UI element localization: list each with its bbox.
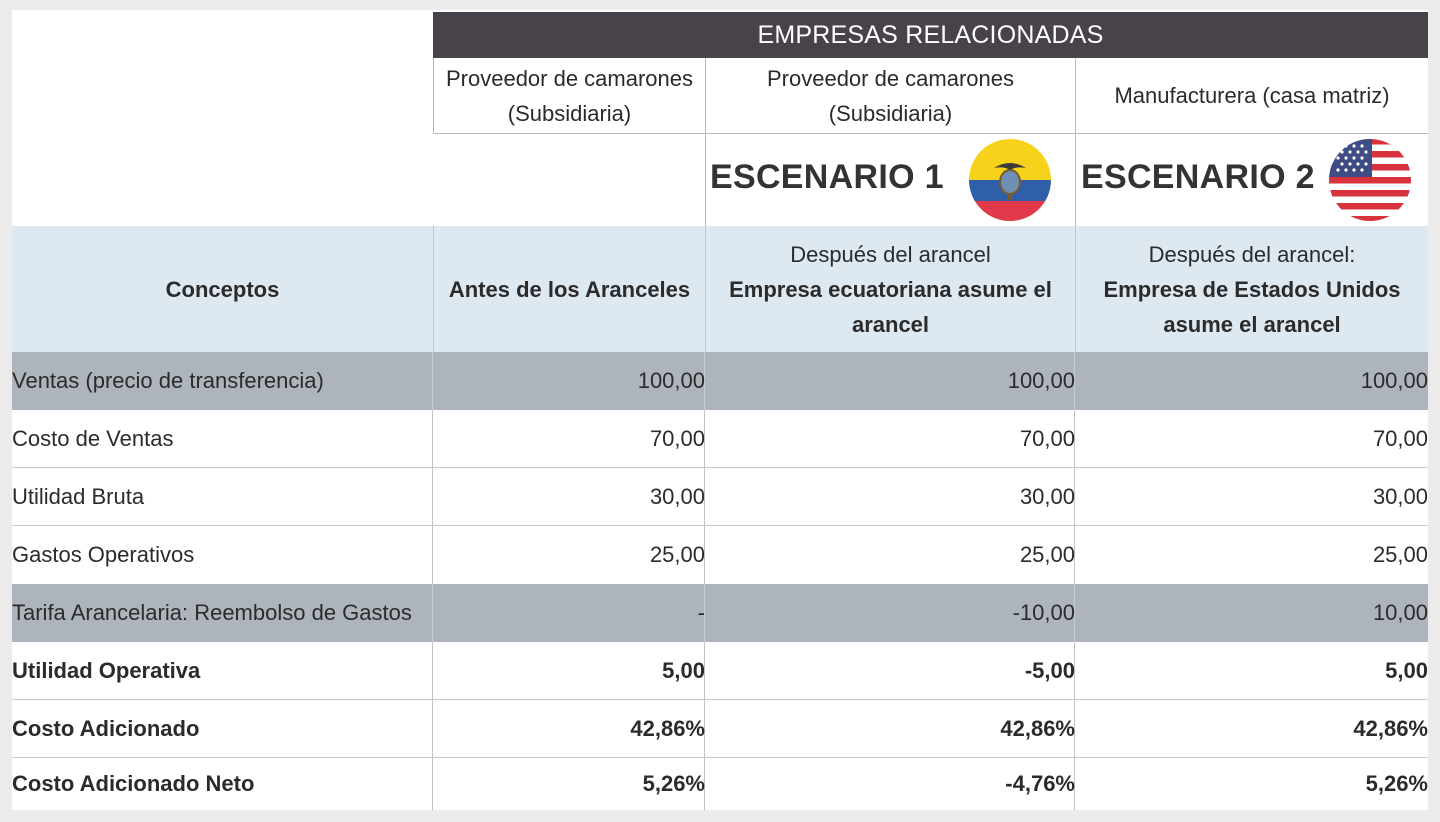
row-value-before: 100,00 bbox=[637, 368, 705, 393]
scenario-1-header bbox=[705, 134, 1075, 226]
row-value-scenario-2: 42,86% bbox=[1353, 715, 1428, 741]
row-label: Ventas (precio de transferencia) bbox=[12, 368, 324, 393]
entity-header-3 bbox=[1075, 58, 1428, 134]
scenario-2-header bbox=[1075, 134, 1428, 226]
column-header-before-label: Antes de los Aranceles bbox=[448, 276, 691, 302]
row-label: Tarifa Arancelaria: Reembolso de Gastos bbox=[12, 600, 412, 625]
table-row bbox=[12, 468, 1428, 526]
column-header-scenario-1 bbox=[705, 226, 1075, 352]
row-value-scenario-1: -4,76% bbox=[1005, 771, 1075, 796]
row-value-scenario-1: 42,86% bbox=[1000, 715, 1075, 741]
scenario-1-label: ESCENARIO 1 bbox=[710, 158, 944, 196]
row-value-scenario-1: 70,00 bbox=[1019, 425, 1075, 451]
row-value-before: 70,00 bbox=[649, 425, 705, 451]
table-row bbox=[12, 526, 1428, 584]
comparison-table bbox=[12, 10, 1428, 810]
row-value-scenario-1: 100,00 bbox=[1007, 368, 1075, 393]
row-value-scenario-2: 10,00 bbox=[1372, 600, 1428, 625]
row-value-before: 5,26% bbox=[642, 771, 705, 796]
column-header-scenario-2 bbox=[1075, 226, 1428, 352]
entity-header-1-label: Proveedor de camarones (Subsidiaria) bbox=[445, 65, 694, 126]
row-value-before: 25,00 bbox=[649, 542, 705, 567]
row-value-scenario-2: 100,00 bbox=[1360, 368, 1428, 393]
table-row bbox=[12, 642, 1428, 700]
row-value-before: - bbox=[697, 600, 705, 625]
row-value-before: 30,00 bbox=[649, 483, 705, 509]
entity-header-2 bbox=[705, 58, 1075, 134]
group-title: EMPRESAS RELACIONADAS bbox=[433, 12, 1428, 58]
row-value-scenario-2: 25,00 bbox=[1372, 542, 1428, 567]
row-value-before: 42,86% bbox=[630, 715, 705, 741]
column-header-concepts bbox=[12, 226, 433, 352]
column-header-concepts-label: Conceptos bbox=[165, 276, 280, 302]
scenario-2-label: ESCENARIO 2 bbox=[1081, 158, 1315, 196]
column-header-scenario-2-line1: Después del arancel: bbox=[1148, 241, 1356, 267]
row-value-scenario-1: -10,00 bbox=[1012, 600, 1075, 625]
row-value-scenario-2: 5,26% bbox=[1365, 771, 1428, 796]
ecuador-flag-icon bbox=[968, 138, 1052, 222]
row-value-before: 5,00 bbox=[662, 657, 705, 683]
row-label: Costo Adicionado bbox=[12, 715, 200, 741]
table-row bbox=[12, 700, 1428, 758]
entity-header-3-label: Manufacturera (casa matriz) bbox=[1114, 83, 1390, 108]
row-value-scenario-2: 5,00 bbox=[1385, 657, 1428, 683]
row-label: Utilidad Bruta bbox=[12, 483, 145, 509]
row-value-scenario-1: -5,00 bbox=[1024, 657, 1075, 683]
column-header-scenario-1-line1: Después del arancel bbox=[790, 241, 991, 267]
column-header-before bbox=[433, 226, 705, 352]
table-row bbox=[12, 584, 1428, 642]
table-row bbox=[12, 758, 1428, 810]
row-value-scenario-2: 70,00 bbox=[1372, 425, 1428, 451]
row-value-scenario-1: 30,00 bbox=[1019, 483, 1075, 509]
row-value-scenario-1: 25,00 bbox=[1019, 542, 1075, 567]
row-label: Costo de Ventas bbox=[12, 425, 174, 451]
column-header-scenario-2-line2: Empresa de Estados Unidos asume el arancel bbox=[1103, 276, 1401, 337]
row-label: Costo Adicionado Neto bbox=[12, 771, 255, 796]
column-header-scenario-1-line2: Empresa ecuatoriana asume el arancel bbox=[729, 276, 1052, 337]
entity-header-2-label: Proveedor de camarones (Subsidiaria) bbox=[766, 65, 1015, 126]
usa-flag-icon bbox=[1328, 138, 1412, 222]
row-label: Utilidad Operativa bbox=[12, 657, 201, 683]
row-value-scenario-2: 30,00 bbox=[1372, 483, 1428, 509]
entity-header-1 bbox=[433, 58, 705, 134]
row-label: Gastos Operativos bbox=[12, 542, 195, 567]
table-row bbox=[12, 352, 1428, 410]
table-row bbox=[12, 410, 1428, 468]
